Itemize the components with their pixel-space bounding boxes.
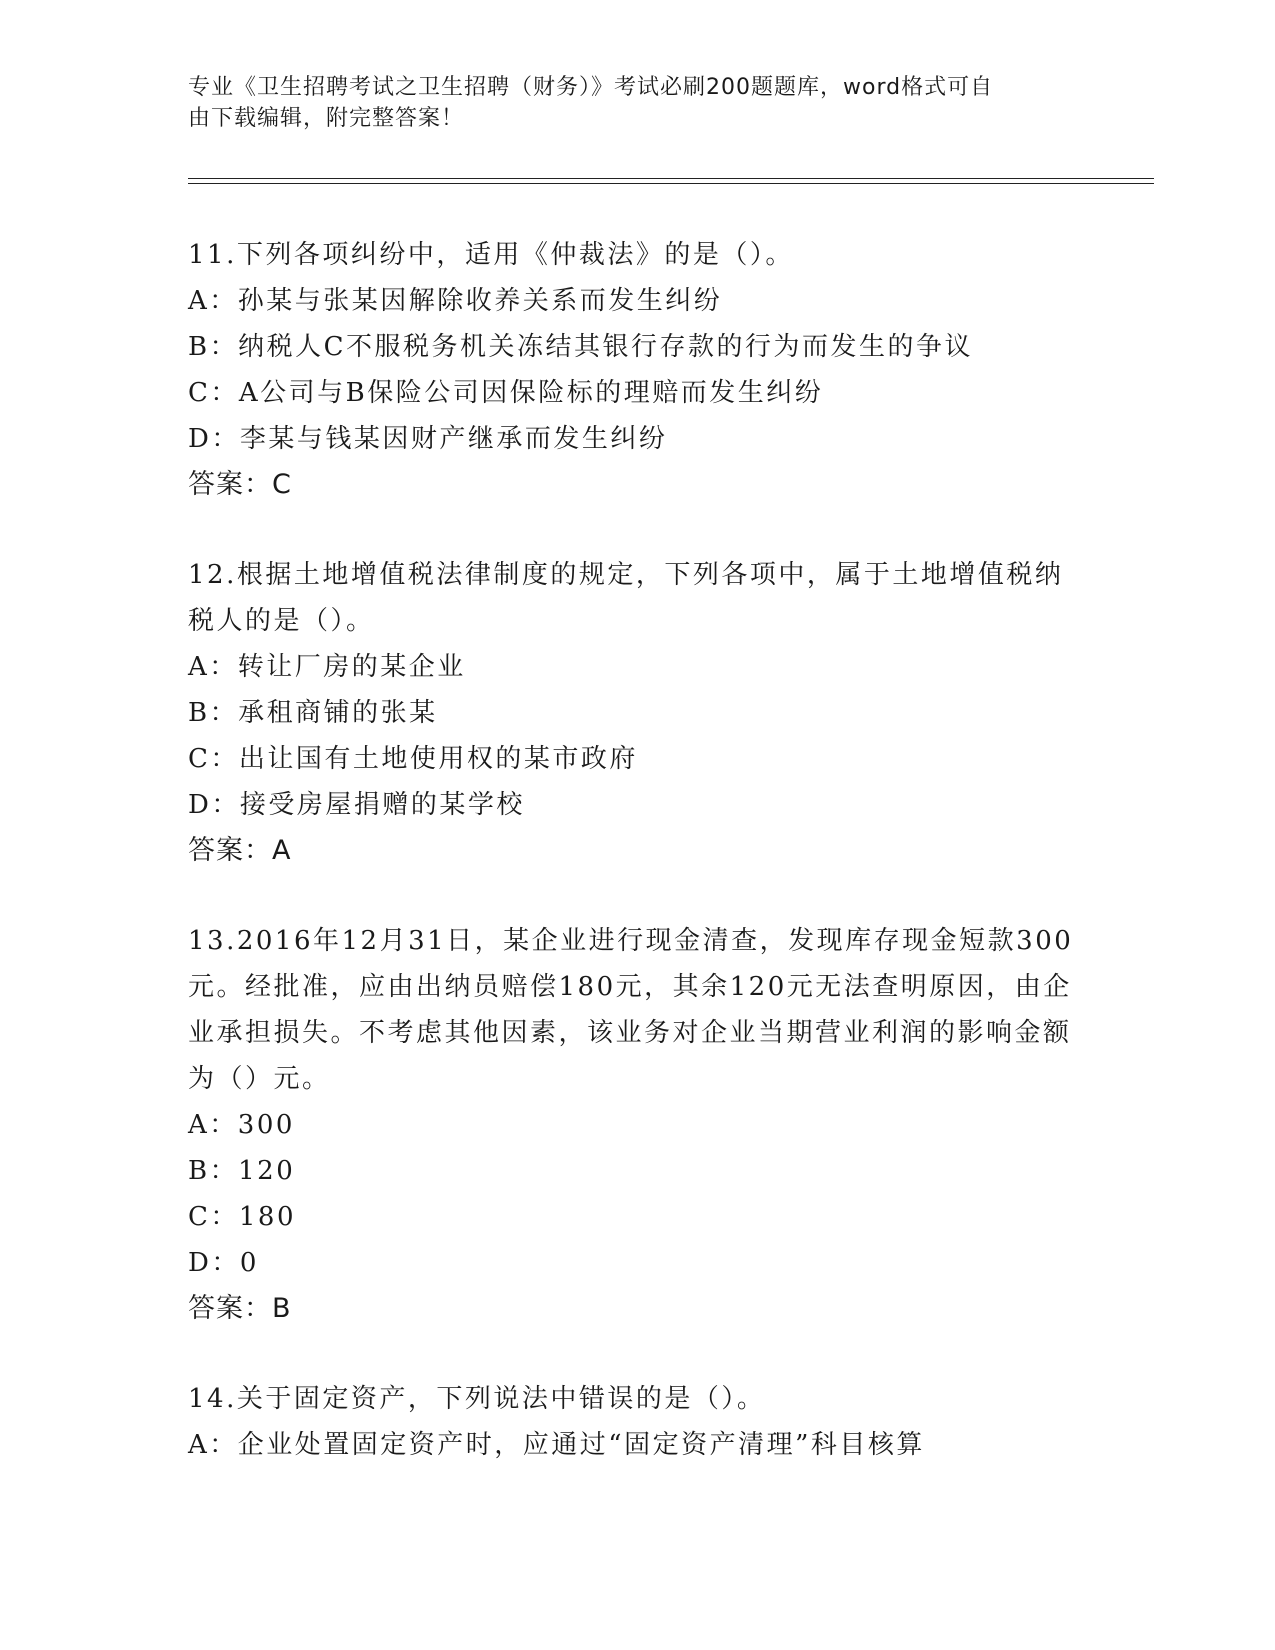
question-13 <box>188 918 1088 1332</box>
option-d: D：0 <box>188 1248 259 1278</box>
option-b: B：120 <box>188 1156 296 1186</box>
option-a: A：孙某与张某因解除收养关系而发生纠纷 <box>188 286 723 316</box>
option-c: C：出让国有土地使用权的某市政府 <box>188 744 638 774</box>
option-c: C：180 <box>188 1202 297 1232</box>
question-stem: 13.2016年12月31日，某企业进行现金清查，发现库存现金短款300元。经批准，应由出纳员赔偿180元，其余120元无法查明原因，由企业承担损失。不考虑其他因素，该业务对企业当期营业利润的影响金额为（）元。 <box>188 926 1074 1094</box>
header-line-1: 专业《卫生招聘考试之卫生招聘（财务）》考试必刷200题题库，word格式可自 <box>188 75 994 100</box>
header-divider-bottom <box>188 183 1154 184</box>
question-stem: 14.关于固定资产，下列说法中错误的是（）。 <box>188 1384 766 1414</box>
question-stem: 11.下列各项纠纷中，适用《仲裁法》的是（）。 <box>188 240 794 270</box>
question-12 <box>188 552 1088 874</box>
option-c: C：A公司与B保险公司因保险标的理赔而发生纠纷 <box>188 378 824 408</box>
option-b: B：纳税人C不服税务机关冻结其银行存款的行为而发生的争议 <box>188 332 974 362</box>
answer-line: 答案：A <box>188 835 292 866</box>
answer-line: 答案：C <box>188 469 292 500</box>
question-11 <box>188 232 1088 508</box>
option-a: A：转让厂房的某企业 <box>188 652 466 682</box>
header-line-2: 由下载编辑，附完整答案！ <box>188 106 465 131</box>
option-d: D：接受房屋捐赠的某学校 <box>188 790 525 820</box>
question-list <box>188 232 1088 1512</box>
header-divider-top <box>188 178 1154 179</box>
option-a: A：企业处置固定资产时，应通过“固定资产清理”科目核算 <box>188 1430 925 1460</box>
question-14 <box>188 1376 1088 1468</box>
option-a: A：300 <box>188 1110 295 1140</box>
option-b: B：承租商铺的张某 <box>188 698 438 728</box>
answer-line: 答案：B <box>188 1293 292 1324</box>
option-d: D：李某与钱某因财产继承而发生纠纷 <box>188 424 668 454</box>
question-stem: 12.根据土地增值税法律制度的规定，下列各项中，属于土地增值税纳税人的是（）。 <box>188 560 1064 636</box>
document-header <box>188 72 1068 134</box>
